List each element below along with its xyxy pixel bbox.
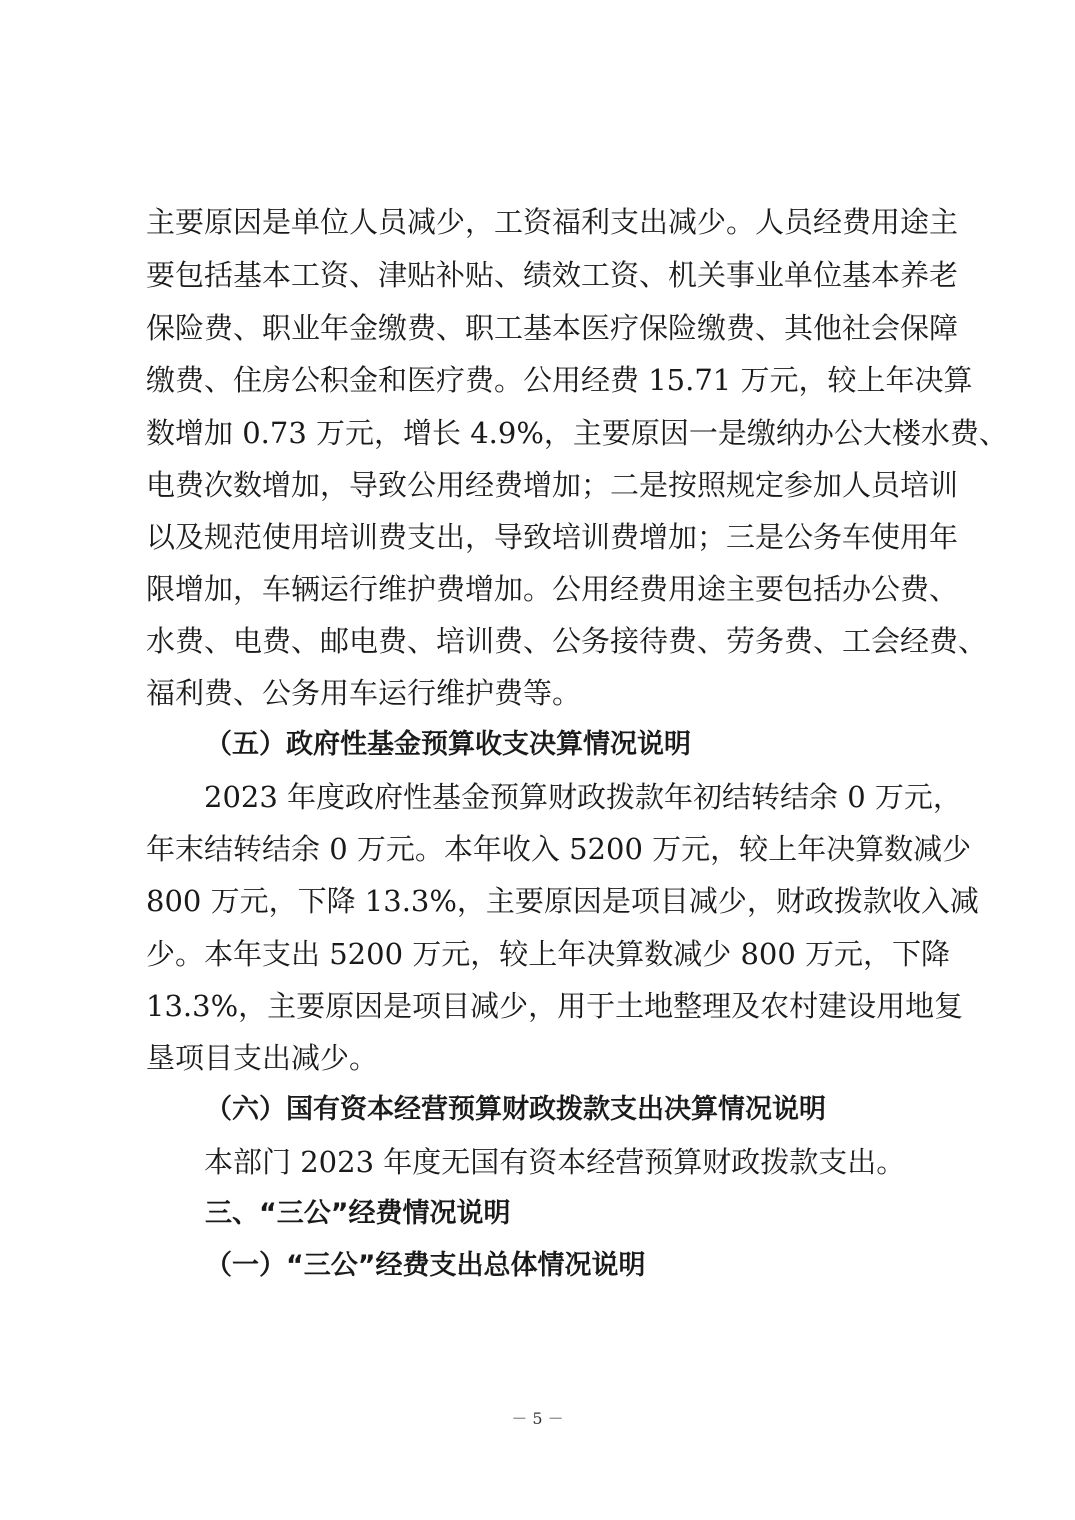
body-line-6: 电费次数增加，导致公用经费增加；二是按照规定参加人员培训 [146, 468, 959, 502]
section-5-line-6: 垦项目支出减少。 [146, 1041, 379, 1075]
body-line-7: 以及规范使用培训费支出，导致培训费增加；三是公务车使用年 [146, 520, 959, 554]
section-3-heading: 三、“三公”经费情况说明 [205, 1198, 511, 1229]
subsection-1-heading: （一）“三公”经费支出总体情况说明 [205, 1250, 646, 1281]
section-6-line-1: 本部门 2023 年度无国有资本经营预算财政拨款支出。 [204, 1145, 906, 1179]
section-5-line-2: 年末结转结余 0 万元。本年收入 5200 万元，较上年决算数减少 [146, 832, 972, 866]
body-line-4: 缴费、住房公积金和医疗费。公用经费 15.71 万元，较上年决算 [146, 363, 973, 397]
page-number: － 5 － [511, 1409, 564, 1428]
body-line-1: 主要原因是单位人员减少，工资福利支出减少。人员经费用途主 [146, 205, 959, 239]
section-5-line-5: 13.3%，主要原因是项目减少，用于土地整理及农村建设用地复 [146, 989, 964, 1023]
body-line-10: 福利费、公务用车运行维护费等。 [146, 676, 582, 710]
body-line-8: 限增加，车辆运行维护费增加。公用经费用途主要包括办公费、 [146, 572, 959, 606]
body-line-2: 要包括基本工资、津贴补贴、绩效工资、机关事业单位基本养老 [146, 258, 959, 292]
body-line-5: 数增加 0.73 万元，增长 4.9%，主要原因一是缴纳办公大楼水费、 [146, 416, 1008, 450]
body-line-9: 水费、电费、邮电费、培训费、公务接待费、劳务费、工会经费、 [146, 624, 988, 658]
section-5-line-1: 2023 年度政府性基金预算财政拨款年初结转结余 0 万元， [204, 780, 962, 814]
section-5-heading: （五）政府性基金预算收支决算情况说明 [205, 729, 691, 760]
section-5-line-4: 少。本年支出 5200 万元，较上年决算数减少 800 万元，下降 [146, 937, 951, 971]
section-5-line-3: 800 万元，下降 13.3%，主要原因是项目减少，财政拨款收入减 [146, 884, 979, 918]
section-6-heading: （六）国有资本经营预算财政拨款支出决算情况说明 [205, 1094, 826, 1125]
body-line-3: 保险费、职业年金缴费、职工基本医疗保险缴费、其他社会保障 [146, 311, 959, 345]
